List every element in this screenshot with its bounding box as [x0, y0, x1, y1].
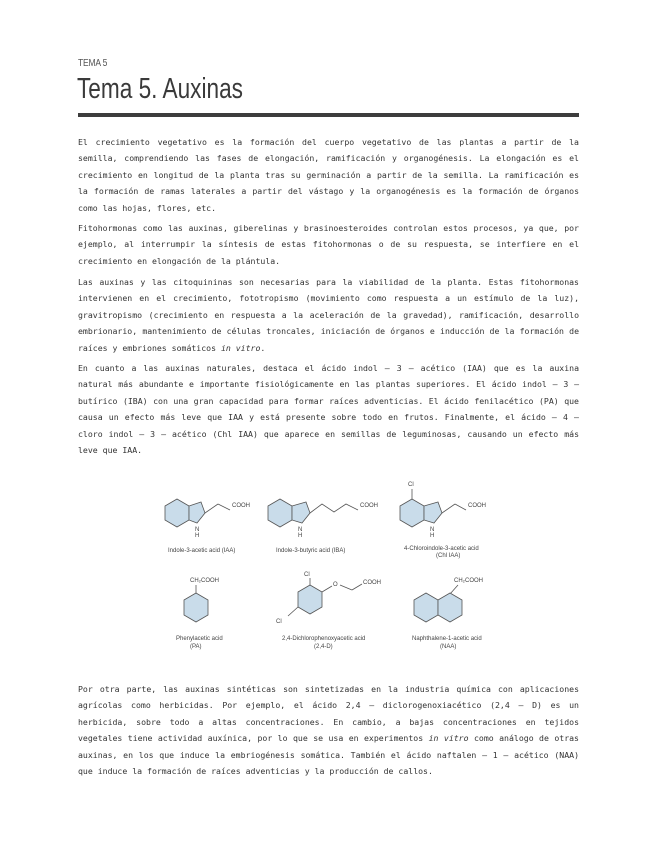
structure-24d	[276, 572, 381, 650]
iba-h: H	[298, 533, 303, 539]
naa-name: Naphthalene-1-acetic acid	[412, 636, 482, 642]
title-divider	[78, 113, 579, 117]
pa-ch2cooh: CH₂COOH	[190, 578, 219, 584]
paragraph-1: El crecimiento vegetativo es la formación del cuerpo vegetativo de las plantas a partir de la semilla, comprendiendo las fases de elongación, ramificación y organogénesis. La elongación es el crecimiento en longitud de la planta tras su germinación a partir de la semilla. La ramificación es la formación de ramas laterales a partir del vástago y la organogénesis es la formación de órganos como las hojas, flores, etc.	[78, 137, 579, 213]
structure-naa	[412, 578, 483, 650]
24d-cooh: COOH	[363, 580, 381, 586]
structure-chl-iaa	[400, 482, 486, 559]
page-title: Tema 5. Auxinas	[77, 73, 243, 105]
paragraph-3: Las auxinas y las citoquininas son necesarias para la viabilidad de la planta. Estas fitohormonas intervienen en el crecimiento, fototropismo (movimiento como respuesta a un estímulo de la luz), gravitropismo (crecimiento en respuesta a la aceleración de la gravedad), ramificación, desarrollo embrionario, mantenimiento de células troncales, iniciación de órganos e inducción de la formación de raíces y embriones somáticos in vitro.	[78, 277, 579, 353]
structure-pa	[176, 578, 223, 650]
iba-name: Indole-3-butyric acid (IBA)	[276, 548, 346, 554]
naa-ch2cooh: CH₂COOH	[454, 578, 483, 584]
naa-abbr: (NAA)	[440, 644, 457, 650]
auxin-structures-svg	[150, 470, 530, 662]
iaa-h: H	[195, 533, 200, 539]
paragraph-5: Por otra parte, las auxinas sintéticas son sintetizadas en la industria química con aplicaciones agrícolas como herbicidas. Por ejemplo, el ácido 2,4 – diclorogenoxiacético (2,4 – D) es un herbicida, sobre todo a altas concentraciones. En cambio, a bajas concentraciones en tejidos vegetales tiene actividad auxínica, por lo que se usa en experimentos in vitro como análogo de otras auxinas, en los que induce la embriogénesis somática. También el ácido naftalen – 1 – acético (NAA) que induce la formación de raíces adventicias y la producción de callos.	[78, 684, 579, 777]
auxin-structures-figure	[150, 470, 530, 662]
chliaa-cl: Cl	[408, 482, 414, 488]
iba-cooh: COOH	[360, 503, 378, 509]
chapter-kicker: TEMA 5	[78, 58, 108, 69]
italic-in-vitro: in vitro	[220, 342, 261, 353]
pa-abbr: (PA)	[190, 644, 202, 650]
iaa-cooh: COOH	[232, 503, 250, 509]
paragraph-2: Fitohormonas como las auxinas, giberelinas y brasinoesteroides controlan estos procesos, ya que, por ejemplo, al interrumpir la síntesis de estas fitohormonas o de su respuesta, se interfiere en el crecimiento en elongación de la plántula.	[78, 223, 579, 266]
pa-name: Phenylacetic acid	[176, 636, 223, 642]
iaa-n: N	[195, 527, 200, 533]
chliaa-h: H	[430, 533, 435, 539]
chliaa-n: N	[430, 527, 435, 533]
iba-n: N	[298, 527, 303, 533]
chliaa-cooh: COOH	[468, 503, 486, 509]
iaa-name: Indole-3-acetic acid (IAA)	[168, 548, 236, 554]
24d-abbr: (2,4-D)	[314, 644, 333, 650]
24d-cl-left: Cl	[276, 619, 282, 625]
structure-iba	[268, 499, 378, 554]
24d-name: 2,4-Dichlorophenoxyacetic acid	[282, 636, 366, 642]
paragraph-4: En cuanto a las auxinas naturales, destaca el ácido indol – 3 – acético (IAA) que es la auxina natural más abundante e importante fisiológicamente en las plantas superiores. El ácido indol – 3 – butírico (IBA) con una gran capacidad para formar raíces adventicias. El ácido fenilacético (PA) que causa un efecto más leve que IAA y está presente sobre todo en frutos. Finalmente, el ácido – 4 – cloro indol – 3 – acético (Chl IAA) que aparece en semillas de leguminosas, causando un efecto más leve que IAA.	[78, 363, 579, 456]
structure-iaa	[165, 499, 250, 554]
24d-cl-top: Cl	[304, 572, 310, 578]
chliaa-name: 4-Chloroindole-3-acetic acid	[404, 546, 479, 552]
chliaa-abbr: (Chl IAA)	[436, 553, 461, 559]
italic-in-vitro-2: in vitro	[428, 733, 469, 744]
24d-o: O	[333, 582, 338, 588]
